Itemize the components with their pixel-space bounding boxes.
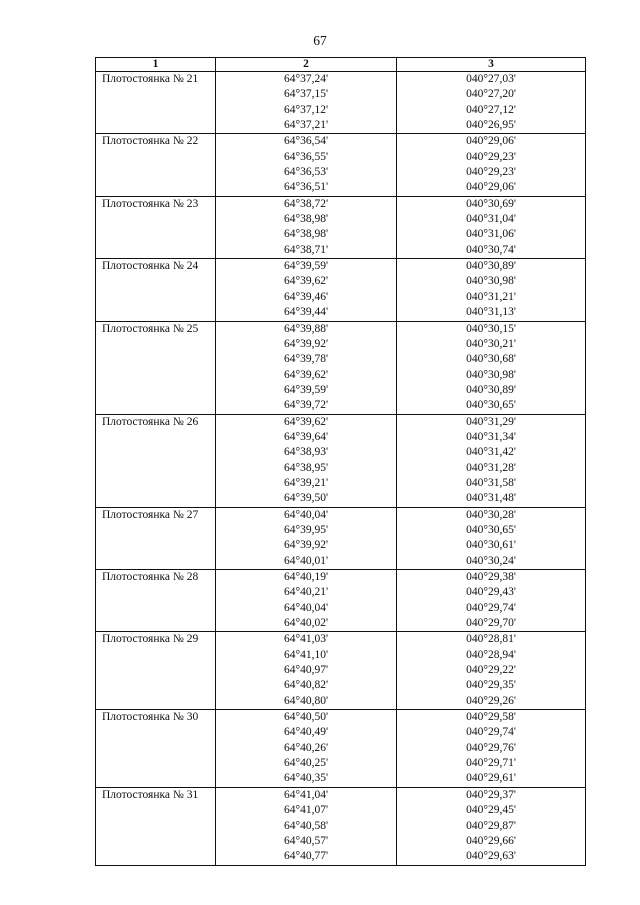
latitude-value: 64°39,21' — [283, 476, 329, 489]
latitude-value: 64°39,62' — [283, 368, 329, 381]
latitude-value: 64°40,25' — [283, 757, 329, 770]
latitude-value: 64°37,12' — [283, 103, 329, 116]
site-name-cell: Плотостоянка № 24 — [96, 259, 216, 321]
longitude-value: 040°31,42' — [466, 446, 516, 459]
site-name-cell: Плотостоянка № 22 — [96, 134, 216, 196]
longitude-value: 040°30,65' — [466, 523, 516, 536]
longitude-value: 040°29,38' — [466, 571, 516, 583]
longitude-value: 040°29,63' — [466, 850, 516, 863]
longitude-value: 040°31,29' — [466, 415, 516, 428]
longitude-value: 040°31,21' — [466, 290, 516, 303]
latitude-value: 64°40,77' — [283, 850, 329, 863]
longitude-cell — [397, 321, 586, 414]
longitude-value: 040°30,65' — [466, 399, 516, 412]
longitude-value: 040°30,69' — [466, 197, 516, 210]
latitude-value: 64°41,03' — [283, 633, 329, 646]
latitude-cell — [216, 72, 397, 134]
latitude-value: 64°39,59' — [283, 383, 329, 396]
longitude-cell — [397, 196, 586, 258]
latitude-cell — [216, 414, 397, 507]
longitude-value: 040°29,06' — [466, 135, 516, 148]
latitude-value: 64°40,50' — [283, 711, 329, 724]
latitude-value: 64°40,26' — [283, 741, 329, 754]
longitude-value: 040°29,26' — [466, 694, 516, 707]
latitude-value: 64°40,58' — [283, 819, 329, 832]
site-name-cell: Плотостоянка № 29 — [96, 632, 216, 710]
latitude-value: 64°39,92' — [283, 539, 329, 552]
longitude-value: 040°29,66' — [466, 834, 516, 847]
longitude-value: 040°30,98' — [466, 368, 516, 381]
longitude-value: 040°31,58' — [466, 476, 516, 489]
table-row — [96, 321, 586, 414]
longitude-cell — [397, 570, 586, 632]
longitude-value: 040°28,81' — [466, 633, 516, 646]
table-row — [96, 787, 586, 865]
longitude-cell — [397, 414, 586, 507]
latitude-value: 64°38,98' — [283, 213, 329, 226]
longitude-value: 040°31,13' — [466, 306, 516, 319]
longitude-value: 040°31,04' — [466, 213, 516, 226]
latitude-value: 64°38,95' — [283, 461, 329, 474]
longitude-cell — [397, 710, 586, 788]
latitude-value: 64°38,72' — [283, 197, 329, 210]
table-row — [96, 72, 586, 134]
longitude-value: 040°27,03' — [466, 73, 516, 85]
latitude-value: 64°38,71' — [283, 243, 329, 256]
latitude-value: 64°36,54' — [283, 135, 329, 148]
longitude-value: 040°30,21' — [466, 337, 516, 350]
site-name-cell: Плотостоянка № 26 — [96, 414, 216, 507]
latitude-value: 64°40,01' — [283, 554, 329, 567]
latitude-value: 64°41,10' — [283, 648, 329, 661]
latitude-value: 64°41,04' — [283, 788, 329, 801]
latitude-value: 64°38,98' — [283, 228, 329, 241]
latitude-cell — [216, 632, 397, 710]
latitude-cell — [216, 259, 397, 321]
latitude-value: 64°39,64' — [283, 430, 329, 443]
longitude-value: 040°31,06' — [466, 228, 516, 241]
longitude-value: 040°29,22' — [466, 664, 516, 677]
latitude-value: 64°40,49' — [283, 726, 329, 739]
longitude-value: 040°29,74' — [466, 726, 516, 739]
latitude-value: 64°40,82' — [283, 679, 329, 692]
latitude-value: 64°38,93' — [283, 446, 329, 459]
longitude-value: 040°29,70' — [466, 617, 516, 630]
table-header-row — [96, 58, 586, 72]
longitude-cell — [397, 134, 586, 196]
latitude-value: 64°39,95' — [283, 523, 329, 536]
longitude-value: 040°30,28' — [466, 508, 516, 521]
longitude-value: 040°29,43' — [466, 586, 516, 599]
table-body — [96, 72, 586, 866]
latitude-value: 64°36,55' — [283, 150, 329, 163]
longitude-value: 040°29,71' — [466, 757, 516, 770]
longitude-value: 040°29,06' — [466, 181, 516, 194]
longitude-value: 040°26,95' — [466, 119, 516, 132]
latitude-cell — [216, 134, 397, 196]
page-number: 67 — [313, 33, 327, 48]
latitude-value: 64°40,19' — [283, 571, 329, 583]
latitude-value: 64°39,44' — [283, 306, 329, 319]
longitude-cell — [397, 259, 586, 321]
latitude-value: 64°41,07' — [283, 804, 329, 817]
latitude-value: 64°37,24' — [283, 73, 329, 85]
longitude-value: 040°31,28' — [466, 461, 516, 474]
latitude-value: 64°36,53' — [283, 166, 329, 179]
longitude-value: 040°29,61' — [466, 772, 516, 785]
longitude-value: 040°31,34' — [466, 430, 516, 443]
latitude-value: 64°40,04' — [283, 508, 329, 521]
latitude-value: 64°40,97' — [283, 664, 329, 677]
latitude-value: 64°39,50' — [283, 492, 329, 505]
site-name-cell: Плотостоянка № 30 — [96, 710, 216, 788]
site-name-cell: Плотостоянка № 28 — [96, 570, 216, 632]
latitude-value: 64°39,59' — [283, 260, 329, 273]
latitude-cell — [216, 507, 397, 569]
latitude-value: 64°37,15' — [283, 88, 329, 101]
latitude-cell — [216, 787, 397, 865]
latitude-cell — [216, 196, 397, 258]
coordinates-table — [95, 57, 586, 866]
site-name-cell: Плотостоянка № 23 — [96, 196, 216, 258]
latitude-cell — [216, 570, 397, 632]
column-header-3: 3 — [397, 58, 586, 72]
longitude-value: 040°30,15' — [466, 322, 516, 335]
table-row — [96, 134, 586, 196]
longitude-cell — [397, 632, 586, 710]
site-name-cell: Плотостоянка № 25 — [96, 321, 216, 414]
longitude-value: 040°29,74' — [466, 601, 516, 614]
longitude-value: 040°30,89' — [466, 383, 516, 396]
longitude-value: 040°27,20' — [466, 88, 516, 101]
latitude-value: 64°40,80' — [283, 694, 329, 707]
longitude-value: 040°29,45' — [466, 804, 516, 817]
column-header-2: 2 — [216, 58, 397, 72]
latitude-value: 64°40,02' — [283, 617, 329, 630]
latitude-value: 64°40,57' — [283, 834, 329, 847]
longitude-value: 040°29,23' — [466, 166, 516, 179]
longitude-value: 040°30,61' — [466, 539, 516, 552]
table-row — [96, 259, 586, 321]
table-row — [96, 632, 586, 710]
longitude-cell — [397, 72, 586, 134]
longitude-value: 040°31,48' — [466, 492, 516, 505]
longitude-value: 040°29,37' — [466, 788, 516, 801]
longitude-value: 040°29,76' — [466, 741, 516, 754]
longitude-value: 040°30,74' — [466, 243, 516, 256]
longitude-value: 040°30,68' — [466, 353, 516, 366]
longitude-value: 040°30,98' — [466, 275, 516, 288]
latitude-value: 64°39,78' — [283, 353, 329, 366]
longitude-cell — [397, 507, 586, 569]
latitude-value: 64°36,51' — [283, 181, 329, 194]
latitude-value: 64°39,62' — [283, 275, 329, 288]
longitude-value: 040°29,23' — [466, 150, 516, 163]
table-row — [96, 710, 586, 788]
site-name-cell: Плотостоянка № 27 — [96, 507, 216, 569]
table-row — [96, 507, 586, 569]
latitude-value: 64°37,21' — [283, 119, 329, 132]
longitude-value: 040°30,89' — [466, 260, 516, 273]
table-row — [96, 414, 586, 507]
latitude-value: 64°39,72' — [283, 399, 329, 412]
latitude-value: 64°40,21' — [283, 586, 329, 599]
latitude-value: 64°40,35' — [283, 772, 329, 785]
latitude-value: 64°39,92' — [283, 337, 329, 350]
table-row — [96, 570, 586, 632]
latitude-value: 64°39,46' — [283, 290, 329, 303]
longitude-value: 040°30,24' — [466, 554, 516, 567]
latitude-value: 64°39,88' — [283, 322, 329, 335]
site-name-cell: Плотостоянка № 21 — [96, 72, 216, 134]
longitude-value: 040°27,12' — [466, 103, 516, 116]
longitude-value: 040°29,58' — [466, 711, 516, 724]
longitude-value: 040°28,94' — [466, 648, 516, 661]
latitude-value: 64°40,04' — [283, 601, 329, 614]
latitude-value: 64°39,62' — [283, 415, 329, 428]
latitude-cell — [216, 710, 397, 788]
site-name-cell: Плотостоянка № 31 — [96, 787, 216, 865]
column-header-1: 1 — [96, 58, 216, 72]
longitude-value: 040°29,87' — [466, 819, 516, 832]
latitude-cell — [216, 321, 397, 414]
longitude-cell — [397, 787, 586, 865]
table-row — [96, 196, 586, 258]
longitude-value: 040°29,35' — [466, 679, 516, 692]
